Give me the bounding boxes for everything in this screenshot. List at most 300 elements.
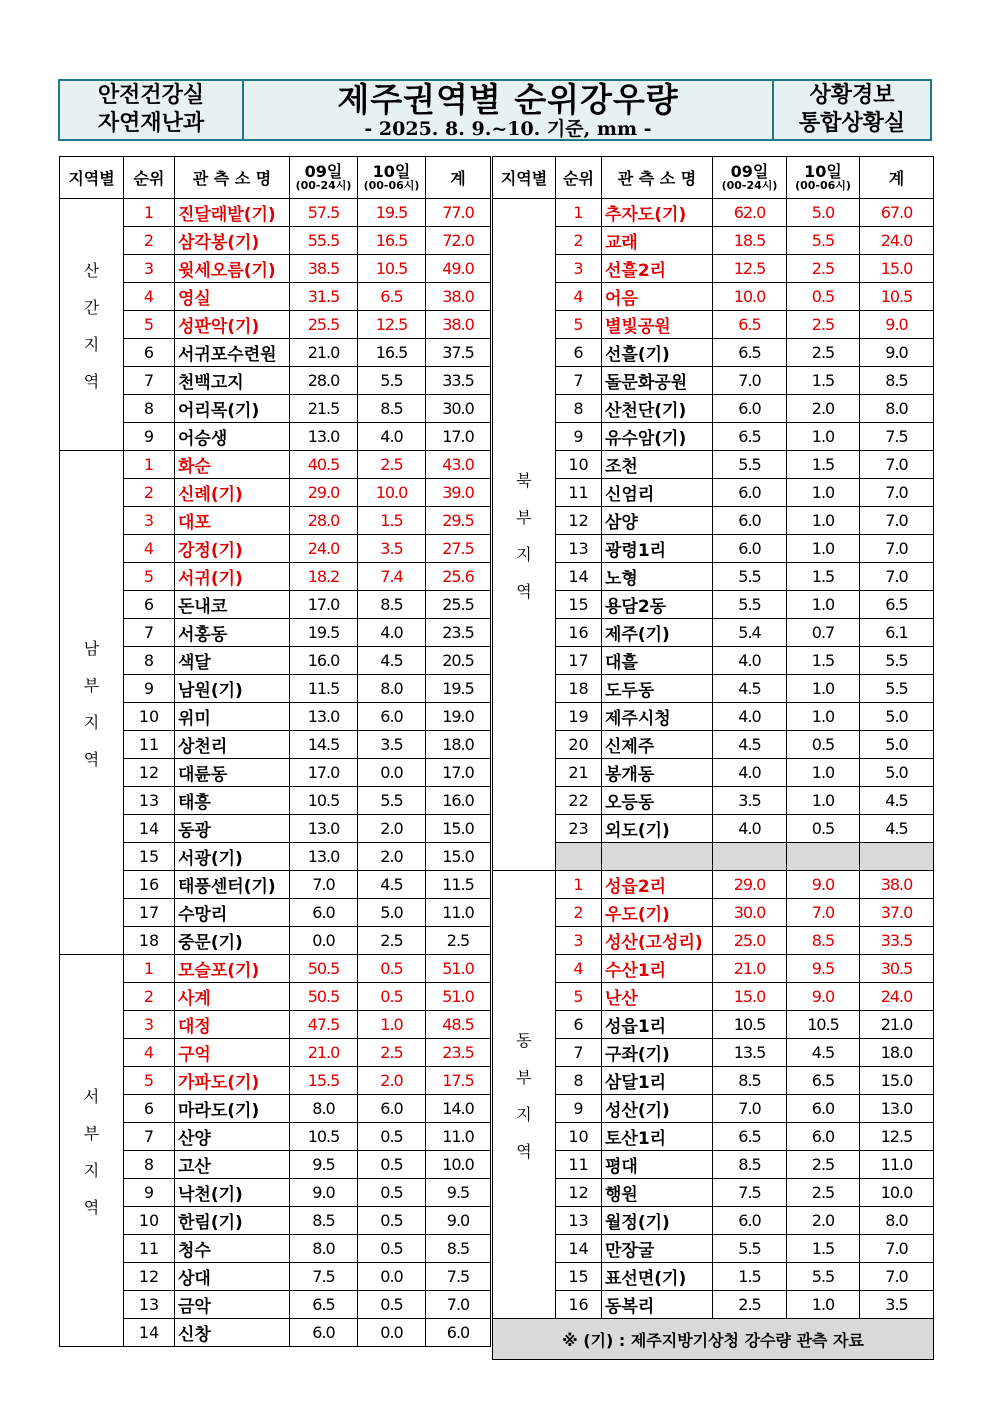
rain-total: 51.0 [426, 983, 491, 1011]
rank-cell: 9 [124, 675, 175, 703]
region-char: 지 [83, 1160, 100, 1180]
rank-cell: 8 [124, 1151, 175, 1179]
rank-cell: 13 [556, 535, 602, 563]
station-name: 추자도(기) [602, 199, 713, 227]
station-name: 광령1리 [602, 535, 713, 563]
station-name: 행원 [602, 1179, 713, 1207]
rank-cell: 3 [124, 507, 175, 535]
region-char: 역 [83, 749, 100, 769]
table-row [493, 311, 934, 339]
region-char: 부 [83, 675, 100, 695]
rain-day1: 25.5 [290, 311, 358, 339]
table-row [493, 955, 934, 983]
rank-cell: 6 [124, 1095, 175, 1123]
rank-cell: 14 [124, 1319, 175, 1347]
station-name: 제주(기) [602, 619, 713, 647]
rain-day1: 10.5 [713, 1011, 787, 1039]
table-row [60, 479, 491, 507]
rain-day2: 9.0 [787, 871, 860, 899]
rain-day1: 6.0 [713, 535, 787, 563]
rank-cell: 14 [556, 563, 602, 591]
station-name: 교래 [602, 227, 713, 255]
rank-cell: 5 [124, 311, 175, 339]
rain-day1: 8.5 [713, 1151, 787, 1179]
rain-day1: 6.0 [713, 395, 787, 423]
station-name: 위미 [175, 703, 290, 731]
rain-day1: 18.2 [290, 563, 358, 591]
table-row [493, 395, 934, 423]
column-day2: 10일 (00-06시) [787, 157, 860, 199]
rain-total: 24.0 [860, 227, 934, 255]
rain-day1: 4.0 [713, 647, 787, 675]
rain-total: 9.0 [860, 311, 934, 339]
rain-day1: 4.0 [713, 815, 787, 843]
rain-total: 11.0 [860, 1151, 934, 1179]
rank-cell: 16 [556, 619, 602, 647]
rain-day2: 1.5 [787, 1235, 860, 1263]
table-row [493, 1067, 934, 1095]
rain-total: 77.0 [426, 199, 491, 227]
blank-cell [713, 843, 787, 871]
rain-total: 23.5 [426, 619, 491, 647]
station-name: 낙천(기) [175, 1179, 290, 1207]
rank-cell: 4 [556, 955, 602, 983]
table-row [60, 731, 491, 759]
rain-day2: 4.5 [358, 871, 426, 899]
rain-day2: 6.0 [358, 703, 426, 731]
station-name: 신례(기) [175, 479, 290, 507]
rain-day2: 0.5 [787, 815, 860, 843]
region-char: 남 [83, 638, 100, 658]
rain-day2: 0.5 [358, 983, 426, 1011]
rain-day2: 0.5 [358, 1123, 426, 1151]
title-box [242, 81, 774, 139]
column-rank: 순위 [556, 157, 602, 199]
rain-day2: 5.5 [358, 367, 426, 395]
rain-day1: 6.0 [713, 1207, 787, 1235]
station-name: 금악 [175, 1291, 290, 1319]
table-row [493, 479, 934, 507]
footnote: ※ (기) : 제주지방기상청 강수량 관측 자료 [493, 1319, 934, 1360]
rain-total: 30.0 [426, 395, 491, 423]
rain-day1: 29.0 [713, 871, 787, 899]
rain-day1: 0.0 [290, 927, 358, 955]
region-char: 서 [83, 1086, 100, 1106]
rank-cell: 12 [556, 1179, 602, 1207]
rain-day2: 5.5 [787, 227, 860, 255]
table-row [493, 227, 934, 255]
rank-cell: 7 [124, 619, 175, 647]
rank-cell: 7 [556, 367, 602, 395]
rank-cell: 7 [124, 367, 175, 395]
table-row [493, 703, 934, 731]
rain-day2: 16.5 [358, 227, 426, 255]
table-row [493, 255, 934, 283]
rain-day2: 2.5 [787, 311, 860, 339]
table-row [60, 311, 491, 339]
rain-total: 6.5 [860, 591, 934, 619]
station-name: 봉개동 [602, 759, 713, 787]
rain-total: 7.0 [860, 451, 934, 479]
table-row [493, 1235, 934, 1263]
column-day2: 10일 (00-06시) [358, 157, 426, 199]
rain-total: 33.5 [860, 927, 934, 955]
region-char: 지 [516, 544, 532, 564]
rain-total: 7.5 [860, 423, 934, 451]
rain-total: 33.5 [426, 367, 491, 395]
column-region: 지역별 [60, 157, 124, 199]
rain-day2: 0.5 [358, 955, 426, 983]
region-char: 부 [516, 507, 532, 527]
rank-cell: 6 [556, 1011, 602, 1039]
column-day1: 09일 (00-24시) [713, 157, 787, 199]
rain-total: 48.5 [426, 1011, 491, 1039]
rain-day1: 62.0 [713, 199, 787, 227]
rain-total: 21.0 [860, 1011, 934, 1039]
rain-day1: 6.0 [713, 507, 787, 535]
rain-day2: 5.0 [358, 899, 426, 927]
rain-day2: 8.0 [358, 675, 426, 703]
station-name: 삼각봉(기) [175, 227, 290, 255]
station-name: 신창 [175, 1319, 290, 1347]
station-name: 선흘(기) [602, 339, 713, 367]
rain-day2: 1.0 [787, 675, 860, 703]
rain-day2: 1.5 [787, 563, 860, 591]
office-line-1: 상황경보 [809, 83, 895, 108]
station-name: 어음 [602, 283, 713, 311]
rain-total: 5.0 [860, 759, 934, 787]
rank-cell: 11 [556, 479, 602, 507]
region-char: 부 [83, 1123, 100, 1143]
station-name: 평대 [602, 1151, 713, 1179]
table-row [60, 675, 491, 703]
rain-day1: 8.5 [713, 1067, 787, 1095]
region-char: 동 [516, 1030, 532, 1050]
rank-cell: 18 [556, 675, 602, 703]
rain-total: 17.0 [426, 423, 491, 451]
table-row [60, 1207, 491, 1235]
table-row [493, 983, 934, 1011]
rain-day2: 0.5 [358, 1235, 426, 1263]
rain-day1: 6.5 [713, 423, 787, 451]
rank-cell: 22 [556, 787, 602, 815]
rank-cell: 2 [124, 227, 175, 255]
station-name: 성산(고성리) [602, 927, 713, 955]
left-rainfall-table [59, 156, 491, 1347]
rain-total: 19.0 [426, 703, 491, 731]
table-row [60, 283, 491, 311]
rain-day2: 3.5 [358, 535, 426, 563]
table-row [60, 1235, 491, 1263]
rank-cell: 12 [124, 1263, 175, 1291]
table-row [493, 591, 934, 619]
blank-cell [602, 843, 713, 871]
station-name: 동광 [175, 815, 290, 843]
rank-cell: 8 [556, 1067, 602, 1095]
rank-cell: 4 [124, 535, 175, 563]
station-name: 토산1리 [602, 1123, 713, 1151]
rank-cell: 1 [124, 451, 175, 479]
rain-total: 37.5 [426, 339, 491, 367]
rain-day1: 3.5 [713, 787, 787, 815]
rain-total: 6.1 [860, 619, 934, 647]
table-row [493, 899, 934, 927]
rain-total: 11.0 [426, 1123, 491, 1151]
rain-day2: 0.5 [787, 731, 860, 759]
rain-day1: 9.0 [290, 1179, 358, 1207]
station-name: 어승생 [175, 423, 290, 451]
table-row [60, 563, 491, 591]
region-char: 북 [516, 470, 532, 490]
rain-day2: 8.5 [358, 591, 426, 619]
rain-day2: 10.0 [358, 479, 426, 507]
rain-total: 7.0 [860, 507, 934, 535]
rain-total: 25.5 [426, 591, 491, 619]
rank-cell: 8 [124, 395, 175, 423]
station-name: 서홍동 [175, 619, 290, 647]
region-char: 산 [83, 260, 100, 280]
rain-total: 8.0 [860, 1207, 934, 1235]
rain-total: 20.5 [426, 647, 491, 675]
left-header-row [60, 157, 491, 199]
rain-day1: 8.5 [290, 1207, 358, 1235]
rain-day2: 8.5 [358, 395, 426, 423]
rain-day2: 2.5 [787, 255, 860, 283]
rank-cell: 16 [124, 871, 175, 899]
station-name: 성판악(기) [175, 311, 290, 339]
rank-cell: 10 [124, 1207, 175, 1235]
station-name: 산양 [175, 1123, 290, 1151]
table-row [60, 843, 491, 871]
rank-cell: 5 [556, 983, 602, 1011]
rain-total: 37.0 [860, 899, 934, 927]
station-name: 모슬포(기) [175, 955, 290, 983]
table-row [493, 535, 934, 563]
rain-day2: 1.0 [787, 759, 860, 787]
rank-cell: 8 [556, 395, 602, 423]
rain-total: 5.0 [860, 731, 934, 759]
station-name: 상대 [175, 1263, 290, 1291]
table-row [60, 1179, 491, 1207]
region-char: 역 [516, 1141, 532, 1161]
rain-day1: 47.5 [290, 1011, 358, 1039]
rain-day1: 1.5 [713, 1263, 787, 1291]
rain-total: 6.0 [426, 1319, 491, 1347]
rain-day2: 1.5 [787, 647, 860, 675]
station-name: 서귀(기) [175, 563, 290, 591]
rain-total: 4.5 [860, 787, 934, 815]
rain-day1: 13.0 [290, 815, 358, 843]
rank-cell: 16 [556, 1291, 602, 1319]
table-row [60, 227, 491, 255]
rain-total: 7.0 [860, 1263, 934, 1291]
table-row [60, 787, 491, 815]
rain-total: 12.5 [860, 1123, 934, 1151]
rain-day2: 6.0 [787, 1095, 860, 1123]
rain-total: 7.0 [860, 535, 934, 563]
table-row [493, 1123, 934, 1151]
station-name: 돌문화공원 [602, 367, 713, 395]
rank-cell: 7 [556, 1039, 602, 1067]
rain-day2: 7.4 [358, 563, 426, 591]
station-name: 남원(기) [175, 675, 290, 703]
rain-day1: 6.5 [713, 1123, 787, 1151]
rank-cell: 4 [124, 283, 175, 311]
rain-total: 11.0 [426, 899, 491, 927]
rank-cell: 12 [556, 507, 602, 535]
rain-total: 38.0 [426, 311, 491, 339]
rain-day2: 0.0 [358, 1319, 426, 1347]
station-name: 돈내코 [175, 591, 290, 619]
column-region: 지역별 [493, 157, 556, 199]
rain-total: 39.0 [426, 479, 491, 507]
blank-row [493, 843, 934, 871]
station-name: 용담2동 [602, 591, 713, 619]
rain-day2: 6.5 [787, 1067, 860, 1095]
rain-day2: 1.0 [358, 1011, 426, 1039]
table-row [60, 1151, 491, 1179]
rain-total: 67.0 [860, 199, 934, 227]
station-name: 삼달1리 [602, 1067, 713, 1095]
rain-total: 7.0 [860, 563, 934, 591]
rain-day1: 10.5 [290, 787, 358, 815]
office-box [772, 81, 930, 139]
region-label [60, 199, 124, 451]
station-name: 고산 [175, 1151, 290, 1179]
table-row [493, 1263, 934, 1291]
station-name: 사계 [175, 983, 290, 1011]
rain-day2: 19.5 [358, 199, 426, 227]
report-header [58, 79, 932, 141]
rain-day1: 7.0 [713, 367, 787, 395]
rain-total: 16.0 [426, 787, 491, 815]
rain-day1: 14.5 [290, 731, 358, 759]
rain-day2: 1.0 [787, 787, 860, 815]
region-label [60, 955, 124, 1347]
rain-day2: 3.5 [358, 731, 426, 759]
station-name: 태풍센터(기) [175, 871, 290, 899]
rank-cell: 2 [124, 479, 175, 507]
blank-cell [787, 843, 860, 871]
rain-day1: 10.0 [713, 283, 787, 311]
rain-day2: 2.5 [358, 451, 426, 479]
rain-total: 8.5 [860, 367, 934, 395]
station-name: 색달 [175, 647, 290, 675]
rain-day1: 18.5 [713, 227, 787, 255]
table-row [493, 759, 934, 787]
rain-total: 7.5 [426, 1263, 491, 1291]
rain-day1: 9.5 [290, 1151, 358, 1179]
rank-cell: 10 [556, 451, 602, 479]
rain-total: 10.5 [860, 283, 934, 311]
table-row [493, 1291, 934, 1319]
rank-cell: 9 [124, 423, 175, 451]
rain-day2: 0.5 [787, 283, 860, 311]
region-char: 역 [83, 1197, 100, 1217]
rank-cell: 10 [124, 703, 175, 731]
rain-day2: 5.5 [358, 787, 426, 815]
table-row [60, 535, 491, 563]
rain-total: 10.0 [860, 1179, 934, 1207]
rain-total: 8.5 [426, 1235, 491, 1263]
column-rank: 순위 [124, 157, 175, 199]
rain-day2: 5.5 [787, 1263, 860, 1291]
region-char: 지 [83, 712, 100, 732]
station-name: 우도(기) [602, 899, 713, 927]
department-line-2: 자연재난과 [97, 111, 205, 136]
station-name: 산천단(기) [602, 395, 713, 423]
rank-cell: 15 [556, 591, 602, 619]
rain-day2: 4.0 [358, 619, 426, 647]
department-line-1: 안전건강실 [97, 83, 205, 108]
rank-cell: 2 [556, 227, 602, 255]
rain-day2: 9.0 [787, 983, 860, 1011]
rain-day2: 7.0 [787, 899, 860, 927]
table-row [60, 1291, 491, 1319]
table-row [60, 339, 491, 367]
table-row [493, 1095, 934, 1123]
table-row [493, 815, 934, 843]
rain-day2: 10.5 [787, 1011, 860, 1039]
rain-day1: 28.0 [290, 367, 358, 395]
department-box [60, 81, 244, 139]
rain-day1: 7.5 [290, 1263, 358, 1291]
station-name: 천백고지 [175, 367, 290, 395]
rank-cell: 19 [556, 703, 602, 731]
rain-day2: 1.5 [787, 451, 860, 479]
rain-day1: 21.5 [290, 395, 358, 423]
station-name: 어리목(기) [175, 395, 290, 423]
rain-total: 24.0 [860, 983, 934, 1011]
rain-total: 7.0 [860, 479, 934, 507]
rank-cell: 14 [124, 815, 175, 843]
rain-day1: 6.5 [290, 1291, 358, 1319]
rain-day2: 1.0 [787, 1291, 860, 1319]
rain-day1: 31.5 [290, 283, 358, 311]
rain-day1: 6.0 [290, 899, 358, 927]
rain-total: 9.0 [426, 1207, 491, 1235]
rank-cell: 8 [124, 647, 175, 675]
table-row [60, 1123, 491, 1151]
rain-day2: 1.0 [787, 591, 860, 619]
rain-day1: 5.4 [713, 619, 787, 647]
rank-cell: 1 [556, 199, 602, 227]
office-line-2: 통합상황실 [798, 111, 906, 136]
column-day1: 09일 (00-24시) [290, 157, 358, 199]
rain-day2: 0.5 [358, 1291, 426, 1319]
rain-total: 18.0 [426, 731, 491, 759]
rain-day2: 6.0 [358, 1095, 426, 1123]
table-row [60, 1039, 491, 1067]
rain-day1: 7.0 [290, 871, 358, 899]
rain-day2: 5.0 [787, 199, 860, 227]
station-name: 화순 [175, 451, 290, 479]
rank-cell: 17 [556, 647, 602, 675]
rank-cell: 4 [556, 283, 602, 311]
rain-day1: 4.5 [713, 675, 787, 703]
station-name: 중문(기) [175, 927, 290, 955]
table-row [493, 871, 934, 899]
rain-day1: 38.5 [290, 255, 358, 283]
rain-total: 19.5 [426, 675, 491, 703]
region-char: 역 [83, 371, 100, 391]
rain-total: 9.5 [426, 1179, 491, 1207]
rain-total: 5.0 [860, 703, 934, 731]
rain-day1: 24.0 [290, 535, 358, 563]
rank-cell: 2 [124, 983, 175, 1011]
rank-cell: 5 [124, 1067, 175, 1095]
station-name: 동복리 [602, 1291, 713, 1319]
